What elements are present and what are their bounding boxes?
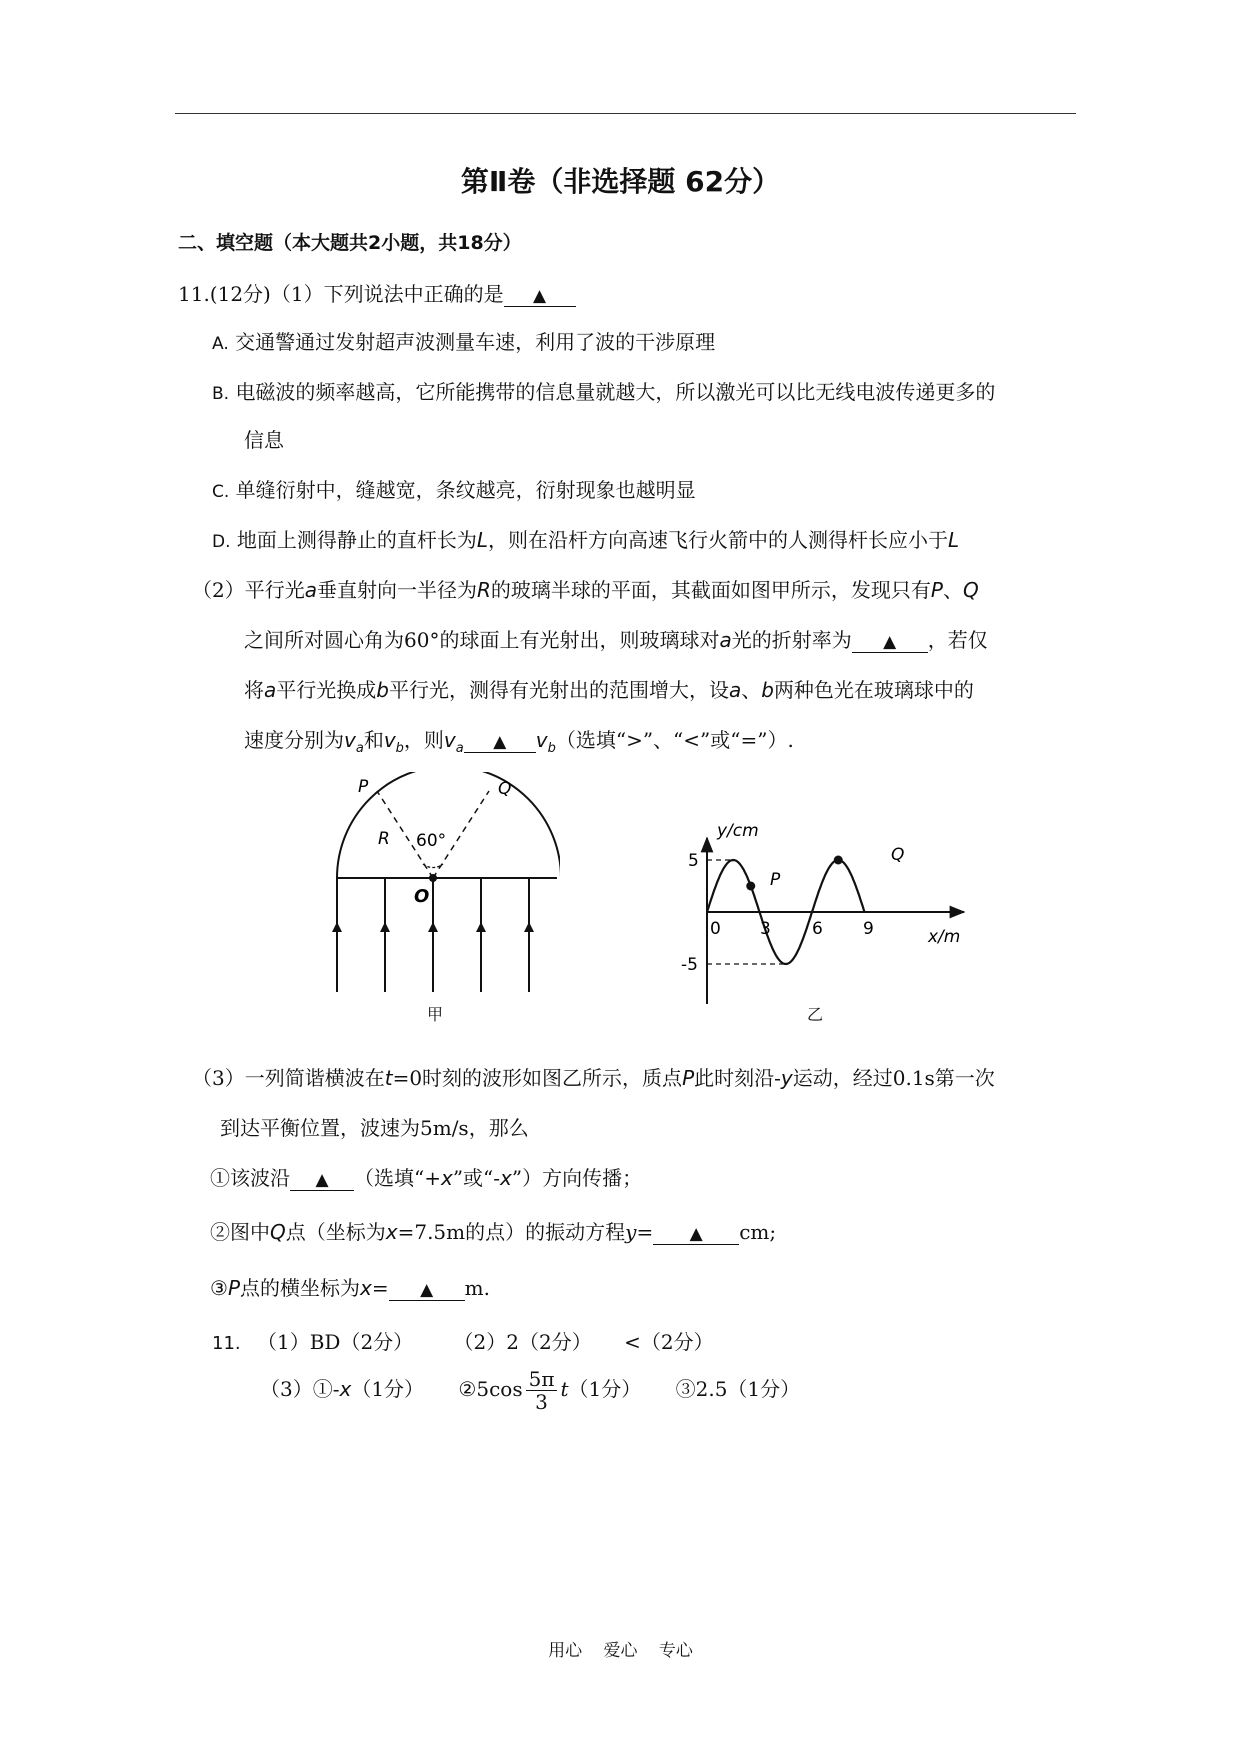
var-a: a: [719, 628, 732, 652]
blank-triangle-icon: ▲: [883, 632, 897, 652]
option-c: [212, 474, 696, 503]
var-x: x: [360, 1276, 372, 1300]
text: 此时刻沿-: [694, 1066, 781, 1090]
answer-blank[interactable]: [389, 1277, 465, 1301]
answer-blank[interactable]: [504, 283, 576, 307]
text: =: [371, 1276, 389, 1300]
x-tick-label: 6: [812, 919, 823, 939]
answer-fraction: [526, 1368, 558, 1413]
part2-line1: [192, 574, 979, 603]
text: 点的横坐标为: [240, 1276, 360, 1300]
text: 平行光，测得有光射出的范围增大，设: [388, 678, 729, 702]
var-x: x: [385, 1220, 398, 1244]
var-v: v: [344, 728, 356, 752]
var-R: R: [477, 578, 491, 602]
var-Q: Q: [962, 578, 979, 602]
center-point-o: [429, 874, 437, 882]
x-tick-label: 0: [710, 919, 721, 939]
part3-sub2: [210, 1216, 776, 1245]
var-L: L: [476, 528, 489, 552]
text: （选填“>”、“<”或“=”）.: [555, 728, 794, 752]
point-p: [746, 882, 755, 891]
answer-number: 11.: [212, 1333, 241, 1354]
hemisphere-arc: [337, 772, 560, 878]
text: 和: [363, 728, 384, 752]
option-text: 地面上测得静止的直杆长为: [236, 528, 477, 552]
var-x: x: [500, 1166, 512, 1190]
option-letter: A.: [212, 334, 229, 354]
option-a: [212, 326, 715, 355]
var-t: t: [560, 1377, 569, 1401]
option-text: 单缝衍射中，缝越宽，条纹越亮，衍射现象也越明显: [235, 478, 696, 502]
var-Q: Q: [270, 1220, 286, 1244]
var-t: t: [384, 1066, 393, 1090]
answer-blank[interactable]: [290, 1167, 354, 1191]
answer-blank[interactable]: [653, 1221, 739, 1245]
var-b: b: [376, 678, 389, 702]
label-o: O: [414, 886, 430, 907]
x-tick-label: 3: [760, 919, 771, 939]
option-letter: C.: [212, 482, 230, 502]
sub-b: b: [547, 741, 556, 756]
option-text: 电磁波的频率越高，它所能携带的信息量就越大，所以激光可以比无线电波传递更多的: [235, 380, 996, 404]
text: 运动，经过0.1s第一次: [792, 1066, 995, 1090]
header-rule: [175, 113, 1076, 114]
text: （3）一列简谐横波在: [192, 1066, 385, 1090]
var-L: L: [948, 528, 960, 552]
answer-line1: [212, 1326, 714, 1355]
blank-triangle-icon: ▲: [533, 286, 547, 306]
caption-jia: 甲: [427, 1005, 444, 1024]
text: 速度分别为: [244, 728, 344, 752]
x-tick-label: 9: [863, 919, 874, 939]
text: （1分）: [568, 1377, 642, 1401]
var-P: P: [227, 1276, 240, 1300]
answer-line2: [260, 1368, 800, 1413]
text: 点（坐标为: [285, 1220, 386, 1244]
sub-b: b: [395, 741, 404, 756]
part3-sub1: [210, 1162, 642, 1191]
var-P: P: [682, 1066, 695, 1090]
var-x: x: [440, 1166, 453, 1190]
label-q: Q: [498, 779, 512, 799]
text: 之间所对圆心角为60°的球面上有光射出，则玻璃球对: [244, 628, 720, 652]
section-heading: 二、填空题（本大题共2小题，共18分）: [178, 232, 522, 254]
blank-triangle-icon: ▲: [493, 732, 507, 752]
text: m.: [464, 1276, 490, 1300]
var-v: v: [443, 728, 456, 752]
option-b: [212, 376, 995, 405]
var-v: v: [535, 728, 548, 752]
text: ①该波沿: [210, 1166, 290, 1190]
answer-formula: ②5cos: [458, 1377, 523, 1401]
label-p: P: [358, 777, 369, 797]
var-y: y: [625, 1220, 637, 1244]
text: 的玻璃半球的平面，其截面如图甲所示，发现只有: [490, 578, 931, 602]
part3-line1: [192, 1062, 995, 1091]
text: 、: [942, 578, 963, 602]
q11-intro-text: 11.(12分)（1）下列说法中正确的是: [178, 282, 504, 306]
y-axis-label: y/cm: [717, 821, 759, 841]
part3-sub3: [210, 1272, 490, 1301]
option-letter: B.: [212, 384, 230, 404]
var-a: a: [304, 578, 317, 602]
part2-line2: [244, 624, 988, 653]
var-v: v: [383, 728, 396, 752]
x-axis-label: x/m: [928, 927, 961, 947]
text: ②图中: [210, 1220, 270, 1244]
caption-yi: 乙: [807, 1005, 824, 1024]
answer-blank[interactable]: [852, 629, 928, 653]
var-P: P: [930, 578, 943, 602]
figure-yi-chart: [676, 812, 976, 1012]
page-title: 第Ⅱ卷（非选择题 62分）: [460, 165, 781, 198]
point-p-label: P: [770, 870, 781, 890]
answer-part1: （1）BD（2分）: [257, 1330, 414, 1354]
y-tick-label: -5: [681, 955, 698, 975]
option-text: 交通警通过发射超声波测量车速，利用了波的干涉原理: [235, 330, 716, 354]
text: ③: [210, 1276, 228, 1300]
part2-line3: [244, 674, 974, 703]
blank-triangle-icon: ▲: [420, 1280, 434, 1300]
option-d: [212, 524, 959, 553]
text: ，若仅: [927, 628, 988, 652]
answer-part2: （2）2（2分）: [453, 1330, 592, 1354]
point-q: [834, 856, 843, 865]
answer-blank[interactable]: [464, 729, 536, 753]
var-x: x: [339, 1377, 352, 1401]
text: cm;: [739, 1220, 777, 1244]
text: ”）方向传播；: [511, 1166, 643, 1190]
part2-line4: [244, 724, 794, 756]
figure-jia: [320, 772, 560, 1032]
page-footer: 用心 爱心 专心: [548, 1641, 693, 1661]
text: 两种色光在玻璃球中的: [773, 678, 974, 702]
fraction-denominator: 3: [535, 1390, 548, 1414]
q11-intro: [178, 278, 576, 307]
text: 光的折射率为: [731, 628, 852, 652]
var-y: y: [780, 1066, 793, 1090]
text: =: [636, 1220, 654, 1244]
y-tick-label: 5: [688, 851, 699, 871]
text: ”或“-: [452, 1166, 501, 1190]
blank-triangle-icon: ▲: [315, 1170, 329, 1190]
option-letter: D.: [212, 532, 231, 552]
var-a: a: [728, 678, 742, 702]
text: （1分）: [351, 1377, 425, 1401]
sub-a: a: [455, 741, 464, 756]
text: （选填“+: [354, 1166, 441, 1190]
text: （2）平行光: [192, 578, 305, 602]
answer-part2b: <（2分）: [624, 1330, 714, 1354]
label-angle: 60°: [416, 831, 447, 851]
option-b-continued: 信息: [244, 428, 284, 452]
var-a: a: [264, 678, 277, 702]
text: 平行光换成: [276, 678, 377, 702]
text: 、: [741, 678, 762, 702]
text: ，则: [403, 728, 444, 752]
text: =0时刻的波形如图乙所示，质点: [392, 1066, 683, 1090]
var-b: b: [761, 678, 774, 702]
text: 垂直射向一半径为: [317, 578, 477, 602]
sub-a: a: [355, 741, 364, 756]
blank-triangle-icon: ▲: [689, 1224, 703, 1244]
option-text: ，则在沿杆方向高速飞行火箭中的人测得杆长应小于: [488, 528, 949, 552]
part3-line2: 到达平衡位置，波速为5m/s，那么: [220, 1116, 529, 1140]
point-q-label: Q: [891, 845, 905, 865]
answer-part3c: ③2.5（1分）: [675, 1377, 801, 1401]
answer-part3a: （3）①-: [260, 1377, 340, 1401]
label-r: R: [378, 829, 390, 849]
text: =7.5m的点）的振动方程: [397, 1220, 626, 1244]
fraction-numerator: 5π: [526, 1368, 558, 1391]
text: 将: [244, 678, 264, 702]
